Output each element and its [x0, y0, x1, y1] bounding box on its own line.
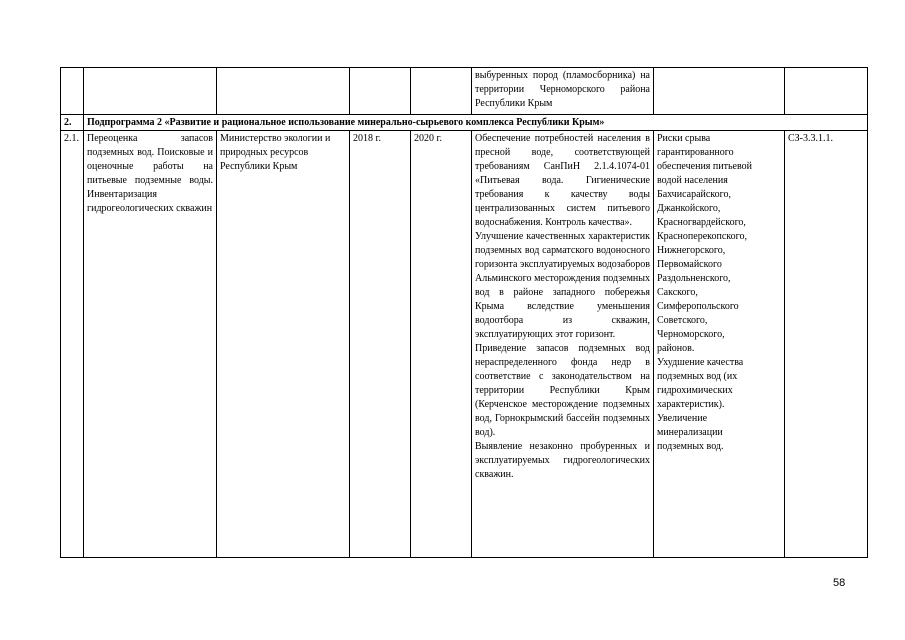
risk-line: минерализации — [657, 427, 723, 438]
table-row-continued — [61, 68, 868, 115]
risk-line: Нижнегорского, — [657, 245, 726, 256]
cell-number — [61, 68, 84, 115]
section-row — [61, 115, 868, 131]
row-code: СЗ-3.3.1.1. — [785, 131, 868, 558]
risk-line: Раздольненского, — [657, 273, 731, 284]
cell-results: выбуренных пород (пламосборника) на территории Черноморского района Республики Крым — [472, 68, 654, 115]
risk-line: Сакского, — [657, 287, 698, 298]
risk-line: Советского, — [657, 315, 708, 326]
cell-end — [411, 68, 472, 115]
risk-line: районов. — [657, 343, 695, 354]
row-number: 2.1. — [61, 131, 84, 558]
risk-line: водой населения — [657, 175, 728, 186]
risk-line: подземных вод. — [657, 441, 724, 452]
row-activity: Переоценка запасов подземных вод. Поисковые и оценочные работы на питьевые подземные воды. Инвентаризация гидрогеологических скважин — [84, 131, 217, 558]
risk-line: Черноморского, — [657, 329, 725, 340]
risk-line: Красногвардейского, — [657, 217, 746, 228]
page-number: 58 — [833, 577, 846, 589]
cell-start — [350, 68, 411, 115]
row-risks — [654, 131, 785, 558]
risk-line: гарантированного — [657, 147, 734, 158]
row-results — [472, 131, 654, 558]
program-table — [60, 67, 868, 558]
risk-line: гидрохимических — [657, 385, 733, 396]
risk-line: Ухудшение качества — [657, 357, 744, 368]
result-paragraph: Приведение запасов подземных вод нераспределенного фонда недр в соответствие с законодательством на территории Республики Крым (Керченское месторождение подземных вод, Горнокрымский бассейн подземных вод). — [475, 343, 650, 438]
risk-line: Симферопольского — [657, 301, 739, 312]
result-paragraph: Выявление незаконно пробуренных и эксплуатируемых гидрогеологических скважин. — [475, 441, 650, 480]
risk-line: Увеличение — [657, 413, 708, 424]
risk-line: Риски срыва — [657, 133, 711, 144]
cell-code — [785, 68, 868, 115]
risk-line: Бахчисарайского, — [657, 189, 731, 200]
risk-line: характеристик). — [657, 399, 725, 410]
row-executor: Министерство экологии и природных ресурсов Республики Крым — [217, 131, 350, 558]
cell-activity — [84, 68, 217, 115]
risk-line: подземных вод (их — [657, 371, 738, 382]
cell-risks — [654, 68, 785, 115]
risk-line: Джанкойского, — [657, 203, 721, 214]
result-paragraph: Улучшение качественных характеристик подземных вод сарматского водоносного горизонта эксплуатируемых водозаборов Альминского месторождения подземных вод в районе западного побережья Крыма вследствие уменьшения водоотбора из скважин, эксплуатирующих этот горизонт. — [475, 231, 650, 340]
risk-line: обеспечения питьевой — [657, 161, 752, 172]
cell-executor — [217, 68, 350, 115]
risk-line: Первомайского — [657, 259, 722, 270]
section-number: 2. — [61, 115, 84, 131]
section-title: Подпрограмма 2 «Развитие и рациональное использование минерально-сырьевого комплекса Республики Крым» — [84, 115, 868, 131]
result-paragraph: Обеспечение потребностей населения в пресной воде, соответствующей требованиям СанПиН 2.1.4.1074-01 «Питьевая вода. Гигиенические требования к качеству воды централизованных систем питьевого водоснабжения. Контроль качества». — [475, 133, 650, 228]
risk-line: Красноперекопского, — [657, 231, 747, 242]
table-row — [61, 131, 868, 558]
row-start: 2018 г. — [350, 131, 411, 558]
row-end: 2020 г. — [411, 131, 472, 558]
